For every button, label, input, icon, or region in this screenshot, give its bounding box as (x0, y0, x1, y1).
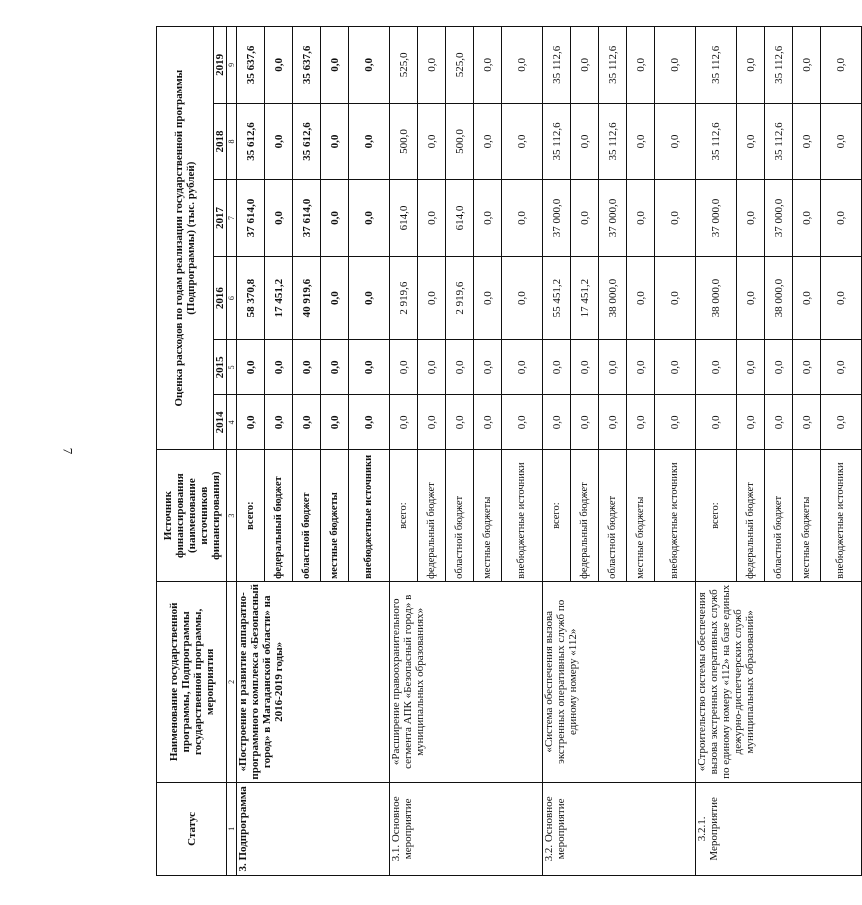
value-cell: 0,0 (474, 340, 502, 395)
value-cell: 0,0 (418, 256, 446, 340)
column-index: 3 (227, 450, 237, 582)
value-cell: 0,0 (793, 395, 821, 450)
value-cell: 0,0 (502, 340, 543, 395)
value-cell: 0,0 (321, 103, 349, 180)
value-cell: 0,0 (321, 340, 349, 395)
status-cell: 3.2.1. Мероприятие (696, 782, 862, 875)
value-cell: 0,0 (349, 340, 390, 395)
value-cell: 0,0 (265, 180, 293, 257)
value-cell: 0,0 (627, 103, 655, 180)
column-index: 8 (227, 103, 237, 180)
value-cell: 0,0 (474, 27, 502, 104)
value-cell: 0,0 (571, 340, 599, 395)
value-cell: 17 451,2 (265, 256, 293, 340)
source-cell: областной бюджет (446, 450, 474, 582)
name-cell: «Строительство системы обеспечения вызова экстренных оперативных служб по единому номеру «112» на базе единых дежурно-диспетчерских служб муниципальных образований» (696, 581, 862, 782)
value-cell: 0,0 (390, 340, 418, 395)
value-cell: 37 614,0 (237, 180, 265, 257)
value-cell: 0,0 (696, 340, 737, 395)
year-header: 2017 (214, 180, 227, 257)
value-cell: 0,0 (821, 340, 862, 395)
value-cell: 0,0 (293, 340, 321, 395)
value-cell: 0,0 (321, 256, 349, 340)
value-cell: 0,0 (627, 256, 655, 340)
value-cell: 55 451,2 (543, 256, 571, 340)
value-cell: 0,0 (321, 180, 349, 257)
table-row (390, 27, 418, 876)
page-number: 7 (60, 447, 76, 455)
header-name: Наименование государственной программы, Подпрограммы государственной программы, мероприятия (157, 581, 227, 782)
source-cell: всего: (390, 450, 418, 582)
value-cell: 0,0 (265, 340, 293, 395)
value-cell: 35 112,6 (765, 103, 793, 180)
header-status: Статус (157, 782, 227, 875)
value-cell: 35 112,6 (543, 103, 571, 180)
value-cell: 614,0 (446, 180, 474, 257)
value-cell: 0,0 (737, 180, 765, 257)
value-cell: 0,0 (543, 340, 571, 395)
value-cell: 0,0 (321, 395, 349, 450)
value-cell: 0,0 (502, 256, 543, 340)
value-cell: 0,0 (349, 27, 390, 104)
value-cell: 0,0 (599, 340, 627, 395)
value-cell: 0,0 (821, 27, 862, 104)
year-header: 2019 (214, 27, 227, 104)
value-cell: 0,0 (737, 340, 765, 395)
value-cell: 525,0 (390, 27, 418, 104)
value-cell: 0,0 (418, 103, 446, 180)
column-index: 9 (227, 27, 237, 104)
value-cell: 0,0 (627, 395, 655, 450)
value-cell: 0,0 (599, 395, 627, 450)
value-cell: 614,0 (390, 180, 418, 257)
source-cell: местные бюджеты (793, 450, 821, 582)
source-cell: федеральный бюджет (571, 450, 599, 582)
column-index-row (227, 27, 237, 876)
value-cell: 0,0 (293, 395, 321, 450)
value-cell: 0,0 (474, 103, 502, 180)
value-cell: 2 919,6 (446, 256, 474, 340)
expenditure-table (156, 26, 862, 876)
value-cell: 0,0 (821, 395, 862, 450)
value-cell: 38 000,0 (599, 256, 627, 340)
value-cell: 0,0 (349, 256, 390, 340)
header-estimate: Оценка расходов по годам реализации государственной программы (Подпрограммы) (тыс. рублей) (157, 27, 214, 450)
value-cell: 58 370,8 (237, 256, 265, 340)
status-cell: 3. Подпрограмма (237, 782, 390, 875)
source-cell: местные бюджеты (321, 450, 349, 582)
value-cell: 35 112,6 (765, 27, 793, 104)
value-cell: 0,0 (446, 395, 474, 450)
value-cell: 38 000,0 (765, 256, 793, 340)
value-cell: 0,0 (737, 27, 765, 104)
value-cell: 0,0 (502, 103, 543, 180)
name-cell: «Расширение правоохранительного сегмента АПК «Безопасный город» в муниципальных образованиях» (390, 581, 543, 782)
value-cell: 0,0 (655, 340, 696, 395)
value-cell: 2 919,6 (390, 256, 418, 340)
value-cell: 35 612,6 (293, 103, 321, 180)
value-cell: 0,0 (349, 103, 390, 180)
value-cell: 0,0 (696, 395, 737, 450)
value-cell: 0,0 (418, 395, 446, 450)
year-header: 2018 (214, 103, 227, 180)
value-cell: 0,0 (474, 395, 502, 450)
value-cell: 0,0 (793, 256, 821, 340)
source-cell: всего: (237, 450, 265, 582)
value-cell: 35 112,6 (696, 27, 737, 104)
value-cell: 0,0 (627, 180, 655, 257)
column-index: 7 (227, 180, 237, 257)
value-cell: 0,0 (655, 103, 696, 180)
value-cell: 0,0 (821, 180, 862, 257)
value-cell: 0,0 (321, 27, 349, 104)
value-cell: 500,0 (390, 103, 418, 180)
source-cell: областной бюджет (765, 450, 793, 582)
value-cell: 35 112,6 (543, 27, 571, 104)
source-cell: всего: (543, 450, 571, 582)
source-cell: внебюджетные источники (655, 450, 696, 582)
value-cell: 35 112,6 (696, 103, 737, 180)
value-cell: 0,0 (793, 180, 821, 257)
value-cell: 0,0 (571, 27, 599, 104)
value-cell: 525,0 (446, 27, 474, 104)
rotated-page (156, 26, 847, 876)
header-source: Источник финансирования (наименование источников финансирования) (157, 450, 227, 582)
value-cell: 0,0 (655, 27, 696, 104)
value-cell: 37 000,0 (543, 180, 571, 257)
value-cell: 38 000,0 (696, 256, 737, 340)
source-cell: всего: (696, 450, 737, 582)
value-cell: 0,0 (821, 103, 862, 180)
table-row (543, 27, 571, 876)
year-header: 2016 (214, 256, 227, 340)
value-cell: 0,0 (793, 103, 821, 180)
value-cell: 35 637,6 (293, 27, 321, 104)
table-row (237, 27, 265, 876)
value-cell: 0,0 (765, 395, 793, 450)
year-header: 2014 (214, 395, 227, 450)
source-cell: федеральный бюджет (418, 450, 446, 582)
value-cell: 0,0 (655, 256, 696, 340)
year-header: 2015 (214, 340, 227, 395)
name-cell: «Система обеспечения вызова экстренных оперативных служб по единому номеру «112» (543, 581, 696, 782)
column-index: 6 (227, 256, 237, 340)
value-cell: 35 112,6 (599, 27, 627, 104)
value-cell: 0,0 (793, 340, 821, 395)
source-cell: федеральный бюджет (265, 450, 293, 582)
value-cell: 0,0 (446, 340, 474, 395)
name-cell: «Построение и развитие аппаратно-программного комплекса «Безопасный город» в Магаданской области» на 2016-2019 годы» (237, 581, 390, 782)
column-index: 2 (227, 581, 237, 782)
value-cell: 37 000,0 (696, 180, 737, 257)
value-cell: 0,0 (502, 180, 543, 257)
status-cell: 3.2. Основное мероприятие (543, 782, 696, 875)
value-cell: 35 112,6 (599, 103, 627, 180)
value-cell: 0,0 (237, 340, 265, 395)
table-row (696, 27, 737, 876)
value-cell: 0,0 (502, 27, 543, 104)
value-cell: 37 000,0 (599, 180, 627, 257)
value-cell: 0,0 (737, 103, 765, 180)
value-cell: 37 000,0 (765, 180, 793, 257)
value-cell: 40 919,6 (293, 256, 321, 340)
value-cell: 0,0 (571, 180, 599, 257)
source-cell: внебюджетные источники (821, 450, 862, 582)
value-cell: 35 612,6 (237, 103, 265, 180)
value-cell: 0,0 (418, 340, 446, 395)
value-cell: 0,0 (543, 395, 571, 450)
column-index: 5 (227, 340, 237, 395)
value-cell: 0,0 (418, 27, 446, 104)
column-index: 1 (227, 782, 237, 875)
status-cell: 3.1. Основное мероприятие (390, 782, 543, 875)
value-cell: 0,0 (793, 27, 821, 104)
source-cell: областной бюджет (599, 450, 627, 582)
value-cell: 0,0 (655, 180, 696, 257)
value-cell: 17 451,2 (571, 256, 599, 340)
value-cell: 0,0 (390, 395, 418, 450)
source-cell: местные бюджеты (627, 450, 655, 582)
value-cell: 0,0 (265, 27, 293, 104)
source-cell: местные бюджеты (474, 450, 502, 582)
value-cell: 0,0 (737, 256, 765, 340)
value-cell: 0,0 (627, 27, 655, 104)
value-cell: 0,0 (265, 103, 293, 180)
value-cell: 0,0 (571, 103, 599, 180)
value-cell: 0,0 (502, 395, 543, 450)
column-index: 4 (227, 395, 237, 450)
source-cell: федеральный бюджет (737, 450, 765, 582)
value-cell: 0,0 (765, 340, 793, 395)
value-cell: 0,0 (349, 180, 390, 257)
value-cell: 0,0 (418, 180, 446, 257)
source-cell: внебюджетные источники (502, 450, 543, 582)
value-cell: 0,0 (265, 395, 293, 450)
value-cell: 0,0 (655, 395, 696, 450)
value-cell: 0,0 (821, 256, 862, 340)
source-cell: внебюджетные источники (349, 450, 390, 582)
value-cell: 0,0 (237, 395, 265, 450)
value-cell: 0,0 (349, 395, 390, 450)
source-cell: областной бюджет (293, 450, 321, 582)
value-cell: 35 637,6 (237, 27, 265, 104)
table-body (237, 27, 862, 876)
value-cell: 0,0 (474, 180, 502, 257)
value-cell: 0,0 (571, 395, 599, 450)
value-cell: 0,0 (627, 340, 655, 395)
value-cell: 0,0 (737, 395, 765, 450)
value-cell: 0,0 (474, 256, 502, 340)
value-cell: 37 614,0 (293, 180, 321, 257)
value-cell: 500,0 (446, 103, 474, 180)
